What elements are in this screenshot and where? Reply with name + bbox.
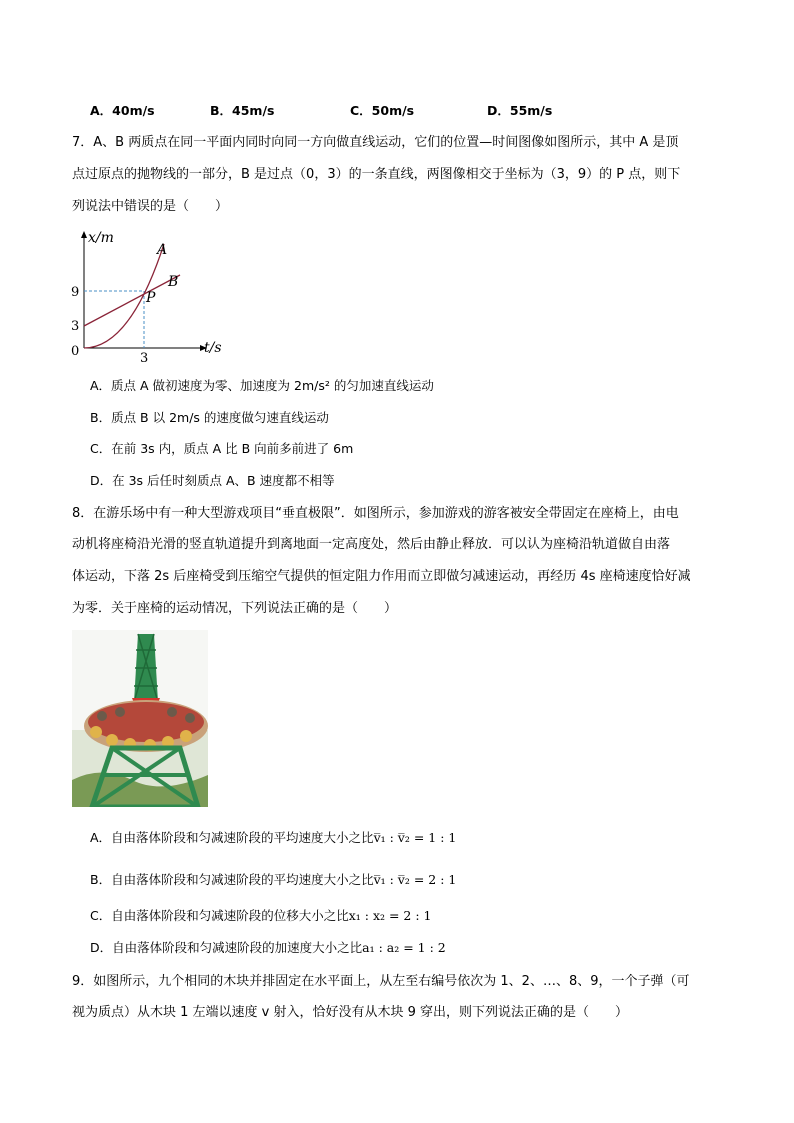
q7-stem-line-3: 列说法中错误的是（ ） xyxy=(72,199,229,214)
curve-a-label: A xyxy=(157,242,168,258)
q7-option-d: D．在 3s 后任时刻质点 A、B 速度都不相等 xyxy=(90,473,335,488)
q8-option-b-text: B．自由落体阶段和匀减速阶段的平均速度大小之比 xyxy=(90,872,374,887)
q7-option-b: B．质点 B 以 2m/s 的速度做匀速直线运动 xyxy=(90,410,329,425)
q8-stem-line-1: 8．在游乐场中有一种大型游戏项目“垂直极限”．如图所示，参加游戏的游客被安全带固定在座椅上，由电 xyxy=(72,506,679,521)
line-b xyxy=(84,275,180,326)
y-tick-9: 9 xyxy=(71,285,80,300)
q8-stem-line-2: 动机将座椅沿光滑的竖直轨道提升到离地面一定高度处，然后由静止释放．可以认为座椅沿轨道做自由落 xyxy=(72,537,671,552)
q8-option-c-formula: x₁ : x₂ = 2 : 1 xyxy=(348,908,432,923)
q6-option-a: A．40m/s xyxy=(90,103,155,118)
y-tick-3: 3 xyxy=(71,319,80,334)
q8-stem-line-4: 为零．关于座椅的运动情况，下列说法正确的是（ ） xyxy=(72,601,398,616)
q8-option-d-formula: a₁ : a₂ = 1 : 2 xyxy=(362,940,446,955)
x-axis-label: t/s xyxy=(204,340,222,356)
q8-stem-line-3: 体运动，下落 2s 后座椅受到压缩空气提供的恒定阻力作用而立即做匀减速运动，再经历 4s 座椅速度恰好减 xyxy=(72,569,691,584)
q7-stem-line-1: 7．A、B 两质点在同一平面内同时向同一方向做直线运动，它们的位置—时间图像如图所示，其中 A 是顶 xyxy=(72,135,679,150)
q8-option-a-formula: v̅₁ : v̅₂ = 1 : 1 xyxy=(373,830,457,845)
q6-option-c: C．50m/s xyxy=(350,103,415,118)
q7-option-c: C．在前 3s 内，质点 A 比 B 向前多前进了 6m xyxy=(90,441,354,456)
origin-label: 0 xyxy=(71,344,80,359)
point-p-label: P xyxy=(146,290,156,306)
x-tick-3: 3 xyxy=(140,351,149,366)
q8-option-a xyxy=(90,829,456,846)
q8-option-b xyxy=(90,871,456,888)
drop-tower-ride-photo xyxy=(72,630,208,807)
q8-option-c xyxy=(90,907,432,924)
q8-option-c-text: C．自由落体阶段和匀减速阶段的位移大小之比 xyxy=(90,908,349,923)
y-axis-label: x/m xyxy=(88,230,114,246)
q9-stem-line-2: 视为质点）从木块 1 左端以速度 v 射入，恰好没有从木块 9 穿出，则下列说法正确的是（ ） xyxy=(72,1005,629,1020)
q6-option-d: D．55m/s xyxy=(487,103,553,118)
q6-option-b: B．45m/s xyxy=(210,103,275,118)
q7-stem-line-2: 点过原点的抛物线的一部分，B 是过点（0，3）的一条直线，两图像相交于坐标为（3，9）的 P 点，则下 xyxy=(72,167,681,182)
q9-stem-line-1: 9．如图所示，九个相同的木块并排固定在水平面上，从左至右编号依次为 1、2、…、8、9，一个子弹（可 xyxy=(72,974,690,989)
q7-position-time-graph xyxy=(60,222,230,367)
q7-option-a: A．质点 A 做初速度为零、加速度为 2m/s² 的匀加速直线运动 xyxy=(90,378,434,393)
q8-option-d xyxy=(90,939,446,956)
q8-option-d-text: D．自由落体阶段和匀减速阶段的加速度大小之比 xyxy=(90,940,363,955)
q8-option-a-text: A．自由落体阶段和匀减速阶段的平均速度大小之比 xyxy=(90,830,374,845)
q8-option-b-formula: v̅₁ : v̅₂ = 2 : 1 xyxy=(373,872,457,887)
line-b-label: B xyxy=(168,274,179,290)
